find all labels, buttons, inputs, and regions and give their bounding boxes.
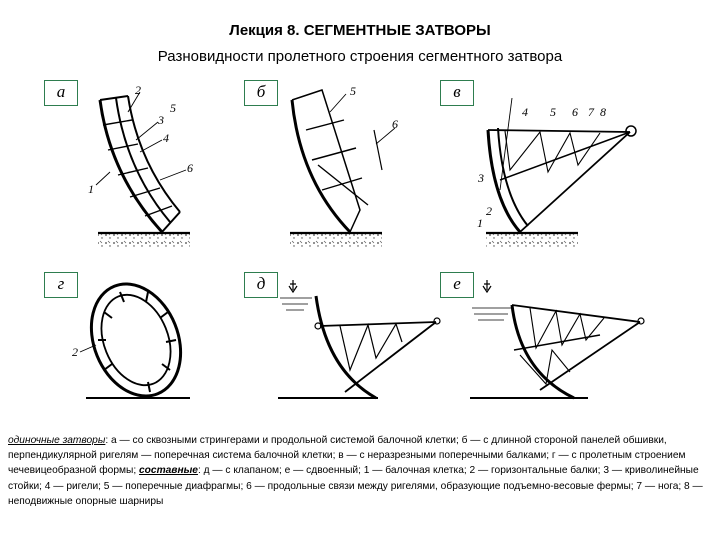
- callout-v-2: 2: [486, 204, 492, 218]
- callout-v-3: 3: [478, 171, 484, 185]
- figure-b-drawing: [290, 90, 395, 247]
- figure-label-g: г: [44, 272, 78, 298]
- figure-d-drawing: [278, 280, 440, 398]
- figure-label-v: в: [440, 80, 474, 106]
- callout-a-6: 6: [187, 161, 193, 175]
- callout-a-3: 3: [158, 113, 164, 127]
- figure-label-d: д: [244, 272, 278, 298]
- callout-v-4: 4: [522, 105, 528, 119]
- figure-label-b: б: [244, 80, 278, 106]
- callout-a-2: 2: [135, 83, 141, 97]
- callout-b-6: 6: [392, 117, 398, 131]
- callout-b-5: 5: [350, 84, 356, 98]
- callouts-b: [350, 84, 398, 131]
- callout-v-7: 7: [588, 105, 594, 119]
- callouts-g: [72, 345, 78, 359]
- figure-caption: [8, 433, 714, 509]
- callout-a-4: 4: [163, 131, 169, 145]
- callout-g-2: 2: [72, 345, 78, 359]
- figure-e-drawing: [470, 280, 644, 398]
- page-title: Лекция 8. СЕГМЕНТНЫЕ ЗАТВОРЫ: [229, 22, 491, 39]
- page-subtitle: Разновидности пролетного строения сегментного затвора: [157, 48, 563, 65]
- figure-label-a: а: [44, 80, 78, 106]
- caption-text-single: : а — со сквозными стрингерами и продольной системой балочной клетки; б — с длинной стороной панелей обшивки, перпендикулярной ригелям — поперечная система балочной клетки; в — с неразрезными поперечными балками; г — с пролетным строением чечевицеобразной формы;: [8, 435, 686, 477]
- figure-v-drawing: [486, 98, 636, 247]
- caption-term-composite: составные: [139, 465, 198, 477]
- figure-a-drawing: [96, 92, 190, 247]
- callout-a-5: 5: [170, 101, 176, 115]
- figure-g-drawing: [75, 270, 196, 409]
- caption-term-single: одиночные затворы: [8, 435, 106, 446]
- caption-text-composite: : д — с клапаном; е — сдвоенный; 1 — балочная клетка; 2 — горизонтальные балки; 3 — криволинейные стойки; 4 — ригели; 5 — поперечные диафрагмы; 6 — продольные связи между ригелями, образующие подъемно-весовые фермы; 7 — нога; 8 — неподвижные опорные шарниры: [8, 465, 703, 507]
- callout-v-8: 8: [600, 105, 606, 119]
- ground-a: [98, 233, 190, 247]
- callout-v-5: 5: [550, 105, 556, 119]
- callout-v-1: 1: [477, 216, 483, 230]
- callout-v-6: 6: [572, 105, 578, 119]
- figure-label-e: е: [440, 272, 474, 298]
- callout-a-1: 1: [88, 182, 94, 196]
